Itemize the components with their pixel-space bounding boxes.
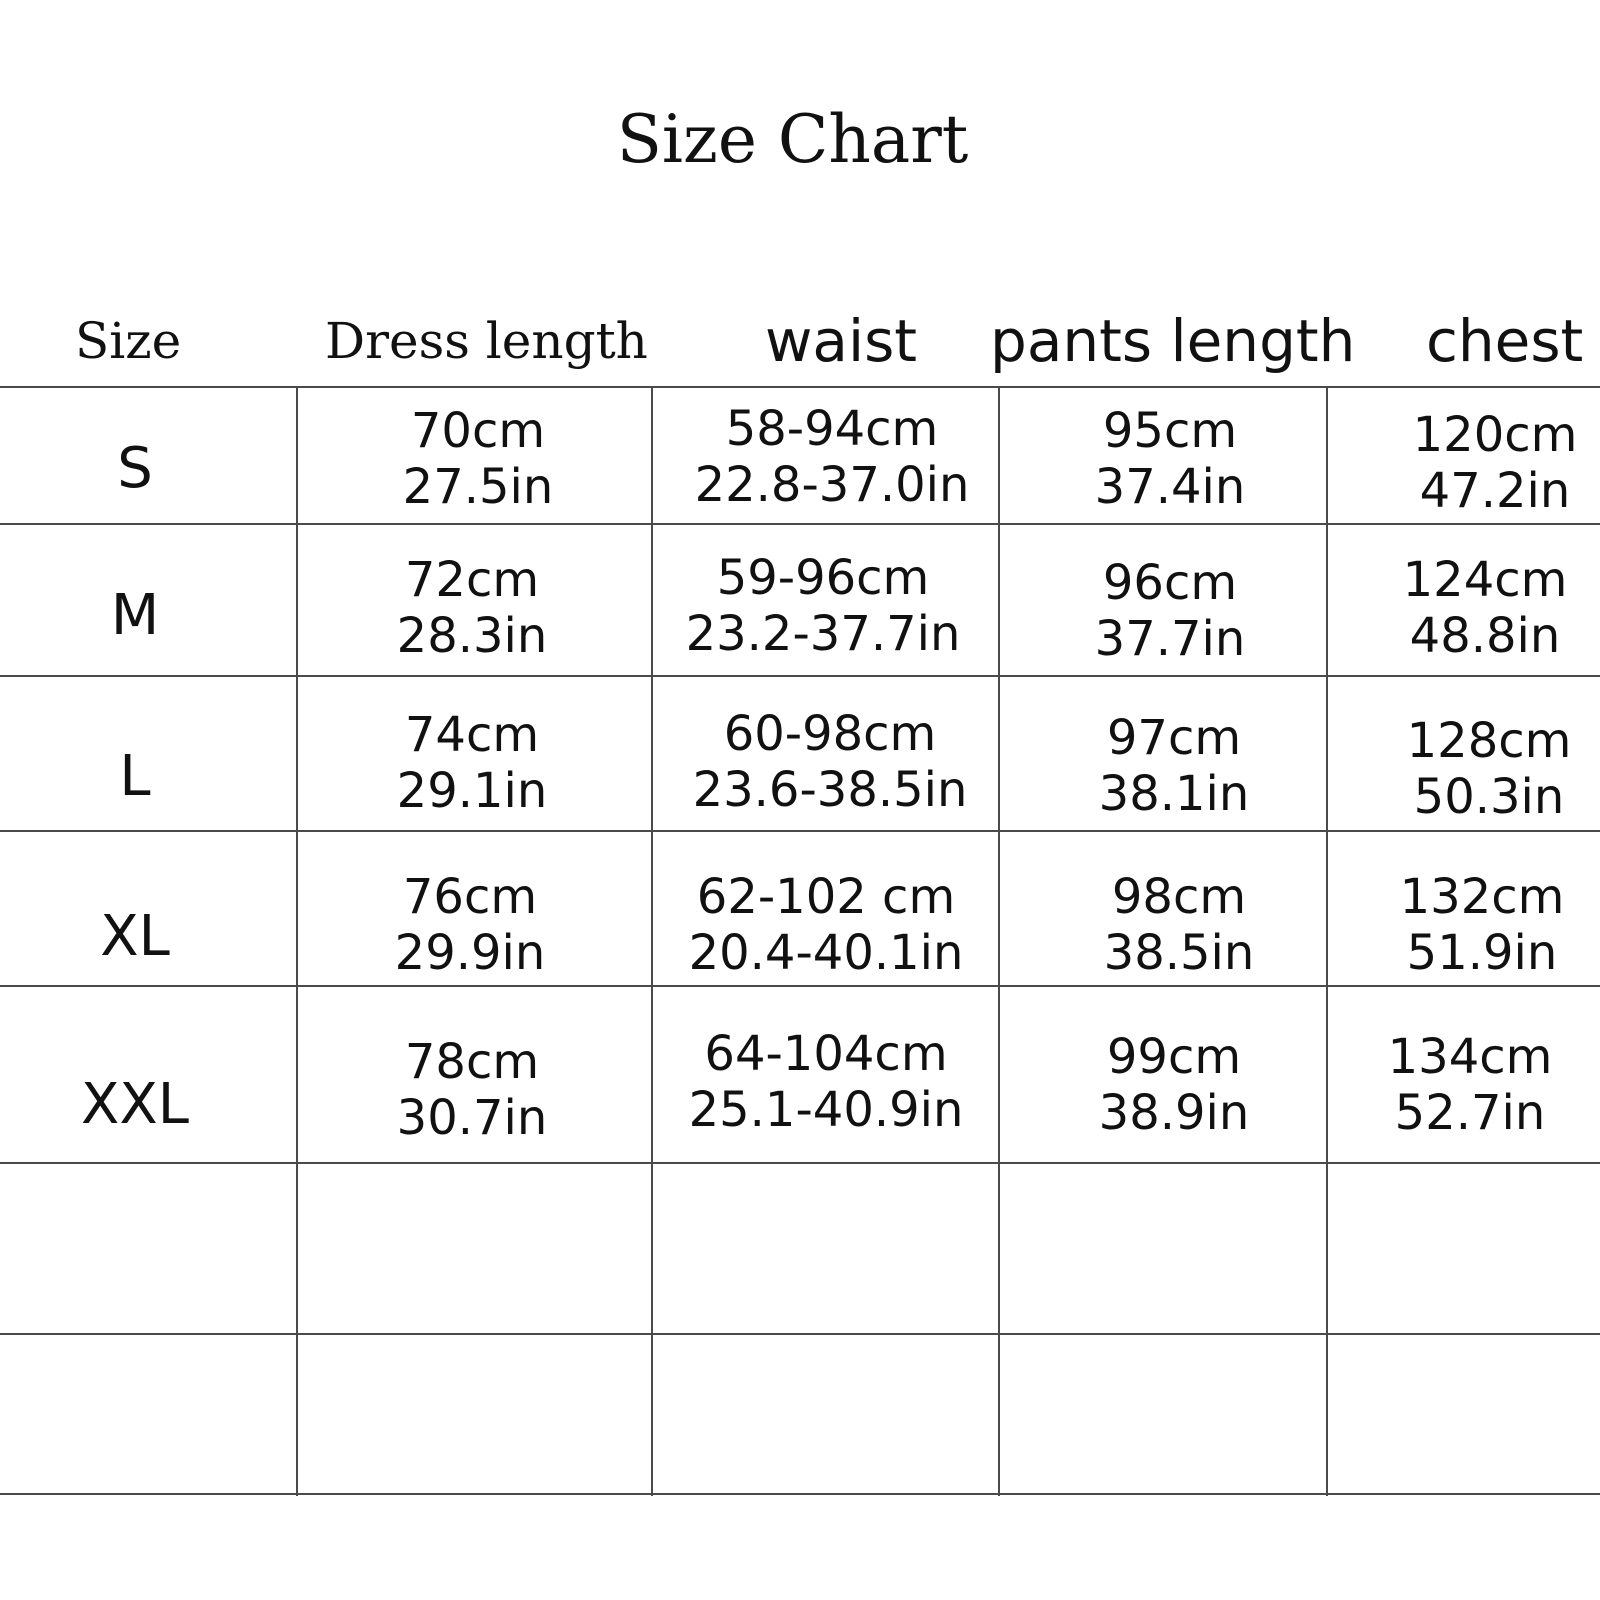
table-rule: [0, 985, 1600, 987]
size-label: S: [117, 436, 153, 501]
pants-length-in: 37.4in: [1094, 459, 1246, 515]
waist-in: 20.4-40.1in: [688, 925, 964, 981]
dress-length-cell: [298, 403, 658, 515]
waist-cm: 64-104cm: [704, 1026, 948, 1082]
waist-cm: 59-96cm: [716, 550, 930, 606]
table-rule: [0, 1162, 1600, 1164]
dress-length-in: 29.1in: [396, 763, 548, 819]
chest-in: 48.8in: [1409, 608, 1561, 664]
table-rule: [0, 1333, 1600, 1335]
chest-in: 50.3in: [1413, 769, 1565, 825]
dress-length-in: 29.9in: [394, 925, 546, 981]
chest-cm: 134cm: [1387, 1029, 1553, 1085]
dress-length-cm: 78cm: [404, 1034, 540, 1090]
dress-length-in: 27.5in: [402, 459, 554, 515]
table-rule: [0, 675, 1600, 677]
table-rule: [0, 386, 1600, 388]
chest-cm: 124cm: [1402, 552, 1568, 608]
size-label: XL: [100, 904, 170, 969]
dress-length-cm: 72cm: [404, 552, 540, 608]
waist-cm: 60-98cm: [723, 706, 937, 762]
chest-cm: 120cm: [1412, 407, 1578, 463]
pants-length-in: 38.1in: [1098, 766, 1250, 822]
waist-in: 25.1-40.9in: [688, 1082, 964, 1138]
dress-length-cell: [292, 552, 652, 664]
waist-cell: [650, 706, 1010, 818]
waist-cell: [652, 401, 1012, 513]
chest-cell: [1302, 869, 1600, 981]
pants-length-cell: [990, 555, 1350, 667]
dress-length-cell: [290, 869, 650, 981]
chest-in: 52.7in: [1394, 1085, 1546, 1141]
pants-length-in: 38.5in: [1103, 925, 1255, 981]
waist-cm: 62-102 cm: [696, 869, 956, 925]
chest-cell: [1305, 552, 1600, 664]
dress-length-in: 28.3in: [396, 608, 548, 664]
chest-in: 51.9in: [1406, 925, 1558, 981]
pants-length-cell: [990, 403, 1350, 515]
chest-cell: [1309, 713, 1600, 825]
chest-cm: 132cm: [1399, 869, 1565, 925]
chest-cell: [1290, 1029, 1600, 1141]
pants-length-in: 37.7in: [1094, 611, 1246, 667]
waist-in: 23.6-38.5in: [692, 762, 968, 818]
size-label: M: [110, 583, 160, 648]
table-rule: [0, 1493, 1600, 1495]
table-rule: [0, 523, 1600, 525]
pants-length-cm: 98cm: [1111, 869, 1247, 925]
header-pants-length: pants length: [990, 307, 1356, 375]
header-size: Size: [75, 312, 182, 370]
dress-length-cell: [292, 707, 652, 819]
size-label: XXL: [81, 1072, 189, 1137]
waist-in: 23.2-37.7in: [685, 606, 961, 662]
header-chest: chest: [1426, 307, 1584, 375]
table-rule: [0, 830, 1600, 832]
waist-cell: [643, 550, 1003, 662]
waist-cell: [646, 869, 1006, 981]
dress-length-cm: 74cm: [404, 707, 540, 763]
pants-length-cm: 99cm: [1106, 1029, 1242, 1085]
chest-cm: 128cm: [1406, 713, 1572, 769]
header-dress-length: Dress length: [325, 312, 648, 370]
page-title: Size Chart: [616, 101, 969, 178]
waist-in: 22.8-37.0in: [694, 457, 970, 513]
pants-length-cm: 96cm: [1102, 555, 1238, 611]
pants-length-cm: 95cm: [1102, 403, 1238, 459]
waist-cell: [646, 1026, 1006, 1138]
dress-length-cell: [292, 1034, 652, 1146]
pants-length-cm: 97cm: [1106, 710, 1242, 766]
pants-length-in: 38.9in: [1098, 1085, 1250, 1141]
pants-length-cell: [994, 710, 1354, 822]
dress-length-cm: 76cm: [402, 869, 538, 925]
waist-cm: 58-94cm: [725, 401, 939, 457]
dress-length-in: 30.7in: [396, 1090, 548, 1146]
header-waist: waist: [765, 307, 918, 375]
size-label: L: [119, 744, 151, 809]
chest-cell: [1315, 407, 1600, 519]
dress-length-cm: 70cm: [410, 403, 546, 459]
chest-in: 47.2in: [1419, 463, 1571, 519]
